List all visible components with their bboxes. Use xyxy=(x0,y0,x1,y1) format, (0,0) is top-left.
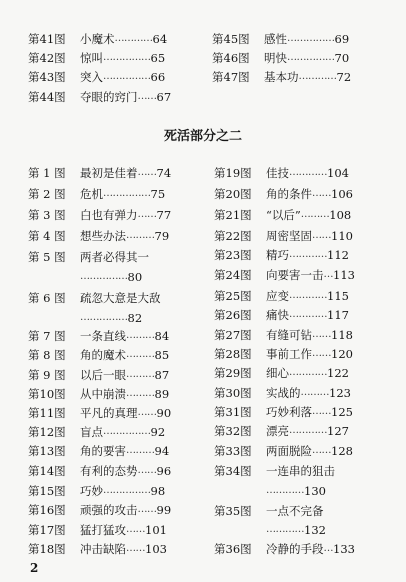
toc-entry xyxy=(28,32,167,46)
toc-entry xyxy=(28,166,171,180)
toc-entry xyxy=(28,523,167,537)
dot-leader: ………… xyxy=(289,425,327,436)
page-ref: 90 xyxy=(156,406,172,420)
dot-leader: … xyxy=(323,543,333,554)
toc-entry xyxy=(28,542,167,556)
figure-number: 第45图 xyxy=(212,32,250,46)
entry-title: 实战的 xyxy=(266,386,301,400)
page-ref: 77 xyxy=(156,208,172,222)
dot-leader: …… xyxy=(312,188,331,199)
toc-entry xyxy=(28,70,165,84)
entry-title: 白也有弹力 xyxy=(80,208,138,222)
dot-leader: ……… xyxy=(126,349,155,360)
figure-number: 第25图 xyxy=(214,289,252,303)
figure-number: 第31图 xyxy=(214,405,252,419)
entry-title: 惊叫 xyxy=(80,51,103,65)
page-ref: 118 xyxy=(331,328,353,342)
page-ref: 125 xyxy=(331,405,353,419)
figure-number: 第30图 xyxy=(214,386,252,400)
figure-number: 第35图 xyxy=(214,504,252,518)
toc-entry xyxy=(28,406,171,420)
page-ref: 94 xyxy=(154,444,170,458)
dot-leader: …………… xyxy=(103,52,151,63)
figure-number: 第 6 图 xyxy=(28,291,66,305)
figure-number: 第12图 xyxy=(28,425,66,439)
toc-entry xyxy=(28,387,169,401)
toc-entry-continuation xyxy=(80,311,142,325)
toc-entry xyxy=(214,208,351,222)
figure-number: 第17图 xyxy=(28,523,66,537)
entry-title: 佳技 xyxy=(266,166,289,180)
page-ref: 127 xyxy=(327,424,349,438)
page-ref: 120 xyxy=(331,347,353,361)
figure-number: 第33图 xyxy=(214,444,252,458)
toc-entry xyxy=(214,366,349,380)
dot-leader: ………… xyxy=(289,167,327,178)
toc-entry xyxy=(28,187,165,201)
toc-entry xyxy=(28,329,169,343)
page-ref: 67 xyxy=(156,90,172,104)
dot-leader: ……… xyxy=(126,330,155,341)
entry-title: 夺眼的窍门 xyxy=(80,90,138,104)
dot-leader: …… xyxy=(312,445,331,456)
page-ref: 132 xyxy=(304,523,326,537)
dot-leader: …… xyxy=(137,465,157,476)
toc-entry xyxy=(28,484,165,498)
page-ref: 75 xyxy=(150,187,166,201)
page-ref: 65 xyxy=(150,51,166,65)
entry-title: 周密坚固 xyxy=(266,229,312,243)
toc-entry-continuation xyxy=(266,523,326,537)
dot-leader: …………… xyxy=(103,71,151,82)
figure-number: 第15图 xyxy=(28,484,66,498)
toc-entry xyxy=(214,268,355,282)
figure-number: 第13图 xyxy=(28,444,66,458)
page-ref: 96 xyxy=(156,464,172,478)
page-ref: 69 xyxy=(334,32,350,46)
page-ref: 110 xyxy=(331,229,353,243)
page-ref: 122 xyxy=(327,366,349,380)
dot-leader: ………… xyxy=(289,309,327,320)
entry-title: 从中崩溃 xyxy=(80,387,126,401)
dot-leader: …… xyxy=(126,524,145,535)
page-ref: 130 xyxy=(304,484,326,498)
figure-number: 第28图 xyxy=(214,347,252,361)
toc-entry xyxy=(28,90,171,104)
dot-leader: …… xyxy=(137,209,157,220)
dot-leader: ……… xyxy=(300,387,329,398)
entry-title: 一条直线 xyxy=(80,329,126,343)
toc-entry xyxy=(28,368,169,382)
page-ref: 79 xyxy=(154,229,170,243)
figure-number: 第20图 xyxy=(214,187,252,201)
entry-title: 应变 xyxy=(266,289,289,303)
figure-number: 第 2 图 xyxy=(28,187,66,201)
dot-leader: ………… xyxy=(298,71,337,82)
toc-entry xyxy=(214,386,351,400)
entry-title: 有利的态势 xyxy=(80,464,138,478)
toc-entry xyxy=(28,444,169,458)
dot-leader: ……… xyxy=(126,388,155,399)
page-ref: 99 xyxy=(156,503,172,517)
toc-entry xyxy=(28,229,169,243)
page-ref: 89 xyxy=(154,387,170,401)
entry-title: 最初是佳着 xyxy=(80,166,138,180)
entry-title: 基本功 xyxy=(264,70,299,84)
entry-title: 一连串的狙击 xyxy=(266,464,335,478)
toc-entry xyxy=(214,229,353,243)
dot-leader: ………… xyxy=(289,290,327,301)
entry-title: 巧妙利落 xyxy=(266,405,312,419)
toc-entry xyxy=(212,32,349,46)
dot-leader: ……… xyxy=(126,445,155,456)
entry-title: 想些办法 xyxy=(80,229,126,243)
toc-entry xyxy=(28,208,171,222)
figure-number: 第27图 xyxy=(214,328,252,342)
dot-leader: …… xyxy=(137,407,157,418)
entry-title: 两者必得其一 xyxy=(80,250,149,264)
toc-entry xyxy=(214,166,349,180)
figure-number: 第11图 xyxy=(28,406,66,420)
dot-leader: …………… xyxy=(103,485,151,496)
entry-title: 冲击缺陷 xyxy=(80,542,126,556)
dot-leader: …… xyxy=(312,329,331,340)
entry-title: 有缝可钻 xyxy=(266,328,312,342)
toc-entry xyxy=(28,250,149,264)
entry-title: 角的条件 xyxy=(266,187,312,201)
dot-leader: ……… xyxy=(126,369,155,380)
figure-number: 第 5 图 xyxy=(28,250,66,264)
entry-title: 事前工作 xyxy=(266,347,312,361)
figure-number: 第19图 xyxy=(214,166,252,180)
dot-leader: …… xyxy=(312,230,331,241)
dot-leader: ………… xyxy=(266,485,304,496)
dot-leader: ………… xyxy=(266,524,304,535)
page-ref: 108 xyxy=(329,208,352,222)
page-ref: 66 xyxy=(150,70,166,84)
figure-number: 第21图 xyxy=(214,208,252,222)
dot-leader: ……… xyxy=(300,209,330,220)
entry-title: 一点不完备 xyxy=(266,504,324,518)
entry-title: 角的要害 xyxy=(80,444,126,458)
dot-leader: ………… xyxy=(289,249,327,260)
figure-number: 第 1 图 xyxy=(28,166,66,180)
dot-leader: …………… xyxy=(287,33,335,44)
entry-title: 突入 xyxy=(80,70,103,84)
dot-leader: …………… xyxy=(80,312,128,323)
entry-title: 精巧 xyxy=(266,248,289,262)
dot-leader: …………… xyxy=(103,426,151,437)
figure-number: 第29图 xyxy=(214,366,252,380)
page-ref: 128 xyxy=(331,444,353,458)
toc-entry-continuation xyxy=(266,484,326,498)
page-ref: 101 xyxy=(145,523,167,537)
figure-number: 第41图 xyxy=(28,32,66,46)
dot-leader: ………… xyxy=(114,33,153,44)
figure-number: 第23图 xyxy=(214,248,252,262)
figure-number: 第 8 图 xyxy=(28,348,66,362)
toc-entry xyxy=(214,248,349,262)
entry-title: 盲点 xyxy=(80,425,103,439)
figure-number: 第24图 xyxy=(214,268,252,282)
page-ref: 115 xyxy=(327,289,349,303)
dot-leader: ………… xyxy=(289,367,327,378)
entry-title: 平凡的真理 xyxy=(80,406,138,420)
entry-title: 小魔术 xyxy=(80,32,115,46)
page-ref: 70 xyxy=(334,51,350,65)
toc-entry xyxy=(214,289,349,303)
toc-entry xyxy=(212,51,349,65)
entry-title: 细心 xyxy=(266,366,289,380)
figure-number: 第26图 xyxy=(214,308,252,322)
page-ref: 87 xyxy=(154,368,170,382)
entry-title: “以后” xyxy=(266,208,301,222)
entry-title: 疏忽大意是大敌 xyxy=(80,291,161,305)
page-ref: 104 xyxy=(327,166,349,180)
toc-entry xyxy=(214,464,335,478)
dot-leader: …… xyxy=(126,543,145,554)
page-ref: 112 xyxy=(327,248,349,262)
page-ref: 106 xyxy=(331,187,353,201)
page-ref: 117 xyxy=(327,308,349,322)
toc-entry xyxy=(28,503,171,517)
toc-entry xyxy=(28,51,165,65)
entry-title: 漂亮 xyxy=(266,424,289,438)
entry-title: 明快 xyxy=(264,51,287,65)
toc-entry xyxy=(214,308,349,322)
page-ref: 74 xyxy=(156,166,172,180)
figure-number: 第16图 xyxy=(28,503,66,517)
figure-number: 第14图 xyxy=(28,464,66,478)
dot-leader: …………… xyxy=(103,188,151,199)
entry-title: 感性 xyxy=(264,32,287,46)
page-ref: 85 xyxy=(154,348,170,362)
toc-entry xyxy=(28,425,165,439)
toc-entry xyxy=(214,542,355,556)
toc-entry xyxy=(28,464,171,478)
entry-title: 以后一眼 xyxy=(80,368,126,382)
figure-number: 第42图 xyxy=(28,51,66,65)
figure-number: 第 7 图 xyxy=(28,329,66,343)
figure-number: 第 3 图 xyxy=(28,208,66,222)
page-ref: 98 xyxy=(150,484,166,498)
figure-number: 第46图 xyxy=(212,51,250,65)
entry-title: 巧妙 xyxy=(80,484,103,498)
entry-title: 角的魔术 xyxy=(80,348,126,362)
dot-leader: …… xyxy=(137,504,157,515)
dot-leader: …………… xyxy=(287,52,335,63)
dot-leader: ……… xyxy=(126,230,155,241)
figure-number: 第18图 xyxy=(28,542,66,556)
page-ref: 123 xyxy=(329,386,351,400)
figure-number: 第 4 图 xyxy=(28,229,66,243)
toc-entry xyxy=(214,405,353,419)
figure-number: 第 9 图 xyxy=(28,368,66,382)
figure-number: 第32图 xyxy=(214,424,252,438)
figure-number: 第47图 xyxy=(212,70,250,84)
page-number: 2 xyxy=(30,561,39,575)
toc-entry xyxy=(214,444,353,458)
figure-number: 第43图 xyxy=(28,70,66,84)
page-ref: 82 xyxy=(127,311,143,325)
figure-number: 第22图 xyxy=(214,229,252,243)
toc-entry xyxy=(214,504,324,518)
figure-number: 第34图 xyxy=(214,464,252,478)
dot-leader: …… xyxy=(312,348,331,359)
figure-number: 第10图 xyxy=(28,387,66,401)
figure-number: 第36图 xyxy=(214,542,252,556)
page-ref: 113 xyxy=(333,268,355,282)
dot-leader: …… xyxy=(312,406,331,417)
entry-title: 危机 xyxy=(80,187,103,201)
dot-leader: … xyxy=(323,269,333,280)
entry-title: 冷静的手段 xyxy=(266,542,324,556)
toc-entry xyxy=(214,347,353,361)
section-heading: 死活部分之二 xyxy=(163,129,242,144)
page-ref: 64 xyxy=(152,32,168,46)
toc-entry xyxy=(28,348,169,362)
entry-title: 痛快 xyxy=(266,308,289,322)
page-ref: 92 xyxy=(150,425,166,439)
entry-title: 顽强的攻击 xyxy=(80,503,138,517)
toc-entry xyxy=(28,291,161,305)
toc-entry-continuation xyxy=(80,270,142,284)
page-ref: 80 xyxy=(127,270,143,284)
page-ref: 133 xyxy=(333,542,355,556)
entry-title: 两面脱险 xyxy=(266,444,312,458)
entry-title: 向要害一击 xyxy=(266,268,324,282)
toc-entry xyxy=(212,70,351,84)
page-ref: 84 xyxy=(154,329,170,343)
dot-leader: …… xyxy=(137,91,157,102)
figure-number: 第44图 xyxy=(28,90,66,104)
page-ref: 103 xyxy=(145,542,167,556)
toc-entry xyxy=(214,424,349,438)
dot-leader: …… xyxy=(137,167,157,178)
toc-entry xyxy=(214,187,353,201)
dot-leader: …………… xyxy=(80,271,128,282)
toc-entry xyxy=(214,328,353,342)
page-ref: 72 xyxy=(336,70,352,84)
entry-title: 猛打猛攻 xyxy=(80,523,126,537)
